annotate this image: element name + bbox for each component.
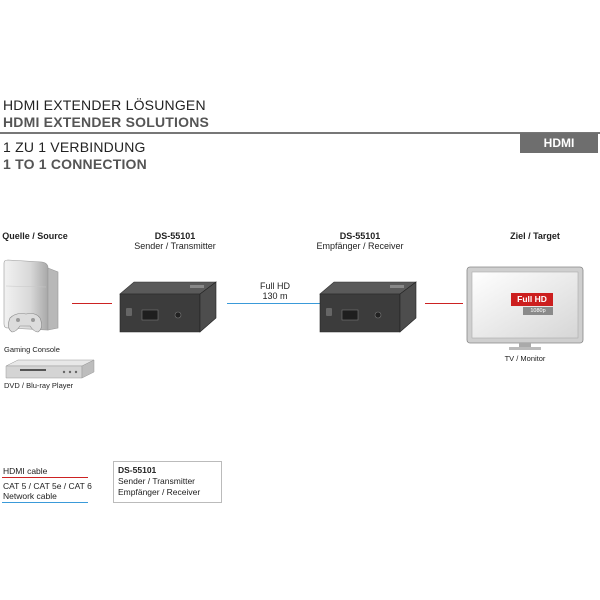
transmitter-model: DS-55101 bbox=[154, 231, 196, 241]
legend-network-cable-label-2: Network cable bbox=[3, 491, 57, 501]
tv-monitor-label: TV / Monitor bbox=[504, 354, 546, 363]
transmitter-role: Sender / Transmitter bbox=[134, 241, 216, 251]
subtitle-en: 1 TO 1 CONNECTION bbox=[3, 156, 147, 172]
title-de: HDMI EXTENDER LÖSUNGEN bbox=[3, 97, 206, 113]
hdmi-badge: HDMI bbox=[520, 133, 598, 153]
legend-hdmi-cable-line bbox=[2, 477, 88, 478]
target-heading: Ziel / Target bbox=[510, 231, 560, 241]
legend-network-cable-line bbox=[2, 502, 88, 503]
hdmi-cable-target bbox=[425, 303, 463, 304]
network-cable-link bbox=[227, 303, 320, 304]
legend-box-line2: Empfänger / Receiver bbox=[118, 487, 201, 497]
header-divider bbox=[0, 132, 600, 134]
source-heading: Quelle / Source bbox=[2, 231, 68, 241]
legend-hdmi-cable-label: HDMI cable bbox=[3, 466, 48, 476]
legend-device-box bbox=[113, 461, 222, 503]
dvd-player-label: DVD / Blu-ray Player bbox=[4, 381, 74, 390]
gaming-console-icon bbox=[2, 258, 72, 346]
receiver-device-icon bbox=[318, 278, 418, 336]
hdmi-cable-source bbox=[72, 303, 112, 304]
receiver-role: Empfänger / Receiver bbox=[316, 241, 404, 251]
dvd-player-icon bbox=[4, 358, 96, 382]
legend-network-cable-label-1: CAT 5 / CAT 5e / CAT 6 bbox=[3, 481, 92, 491]
link-label-2: 130 m bbox=[262, 291, 288, 301]
subtitle-de: 1 ZU 1 VERBINDUNG bbox=[3, 139, 146, 155]
gaming-console-label: Gaming Console bbox=[4, 345, 60, 354]
resolution-badge: 1080p bbox=[523, 307, 553, 315]
legend-box-model: DS-55101 bbox=[118, 465, 157, 475]
link-label-1: Full HD bbox=[259, 281, 290, 291]
title-en: HDMI EXTENDER SOLUTIONS bbox=[3, 114, 210, 130]
legend-box-line1: Sender / Transmitter bbox=[118, 476, 196, 486]
full-hd-badge: Full HD bbox=[511, 293, 553, 306]
transmitter-device-icon bbox=[118, 278, 218, 336]
receiver-model: DS-55101 bbox=[339, 231, 381, 241]
